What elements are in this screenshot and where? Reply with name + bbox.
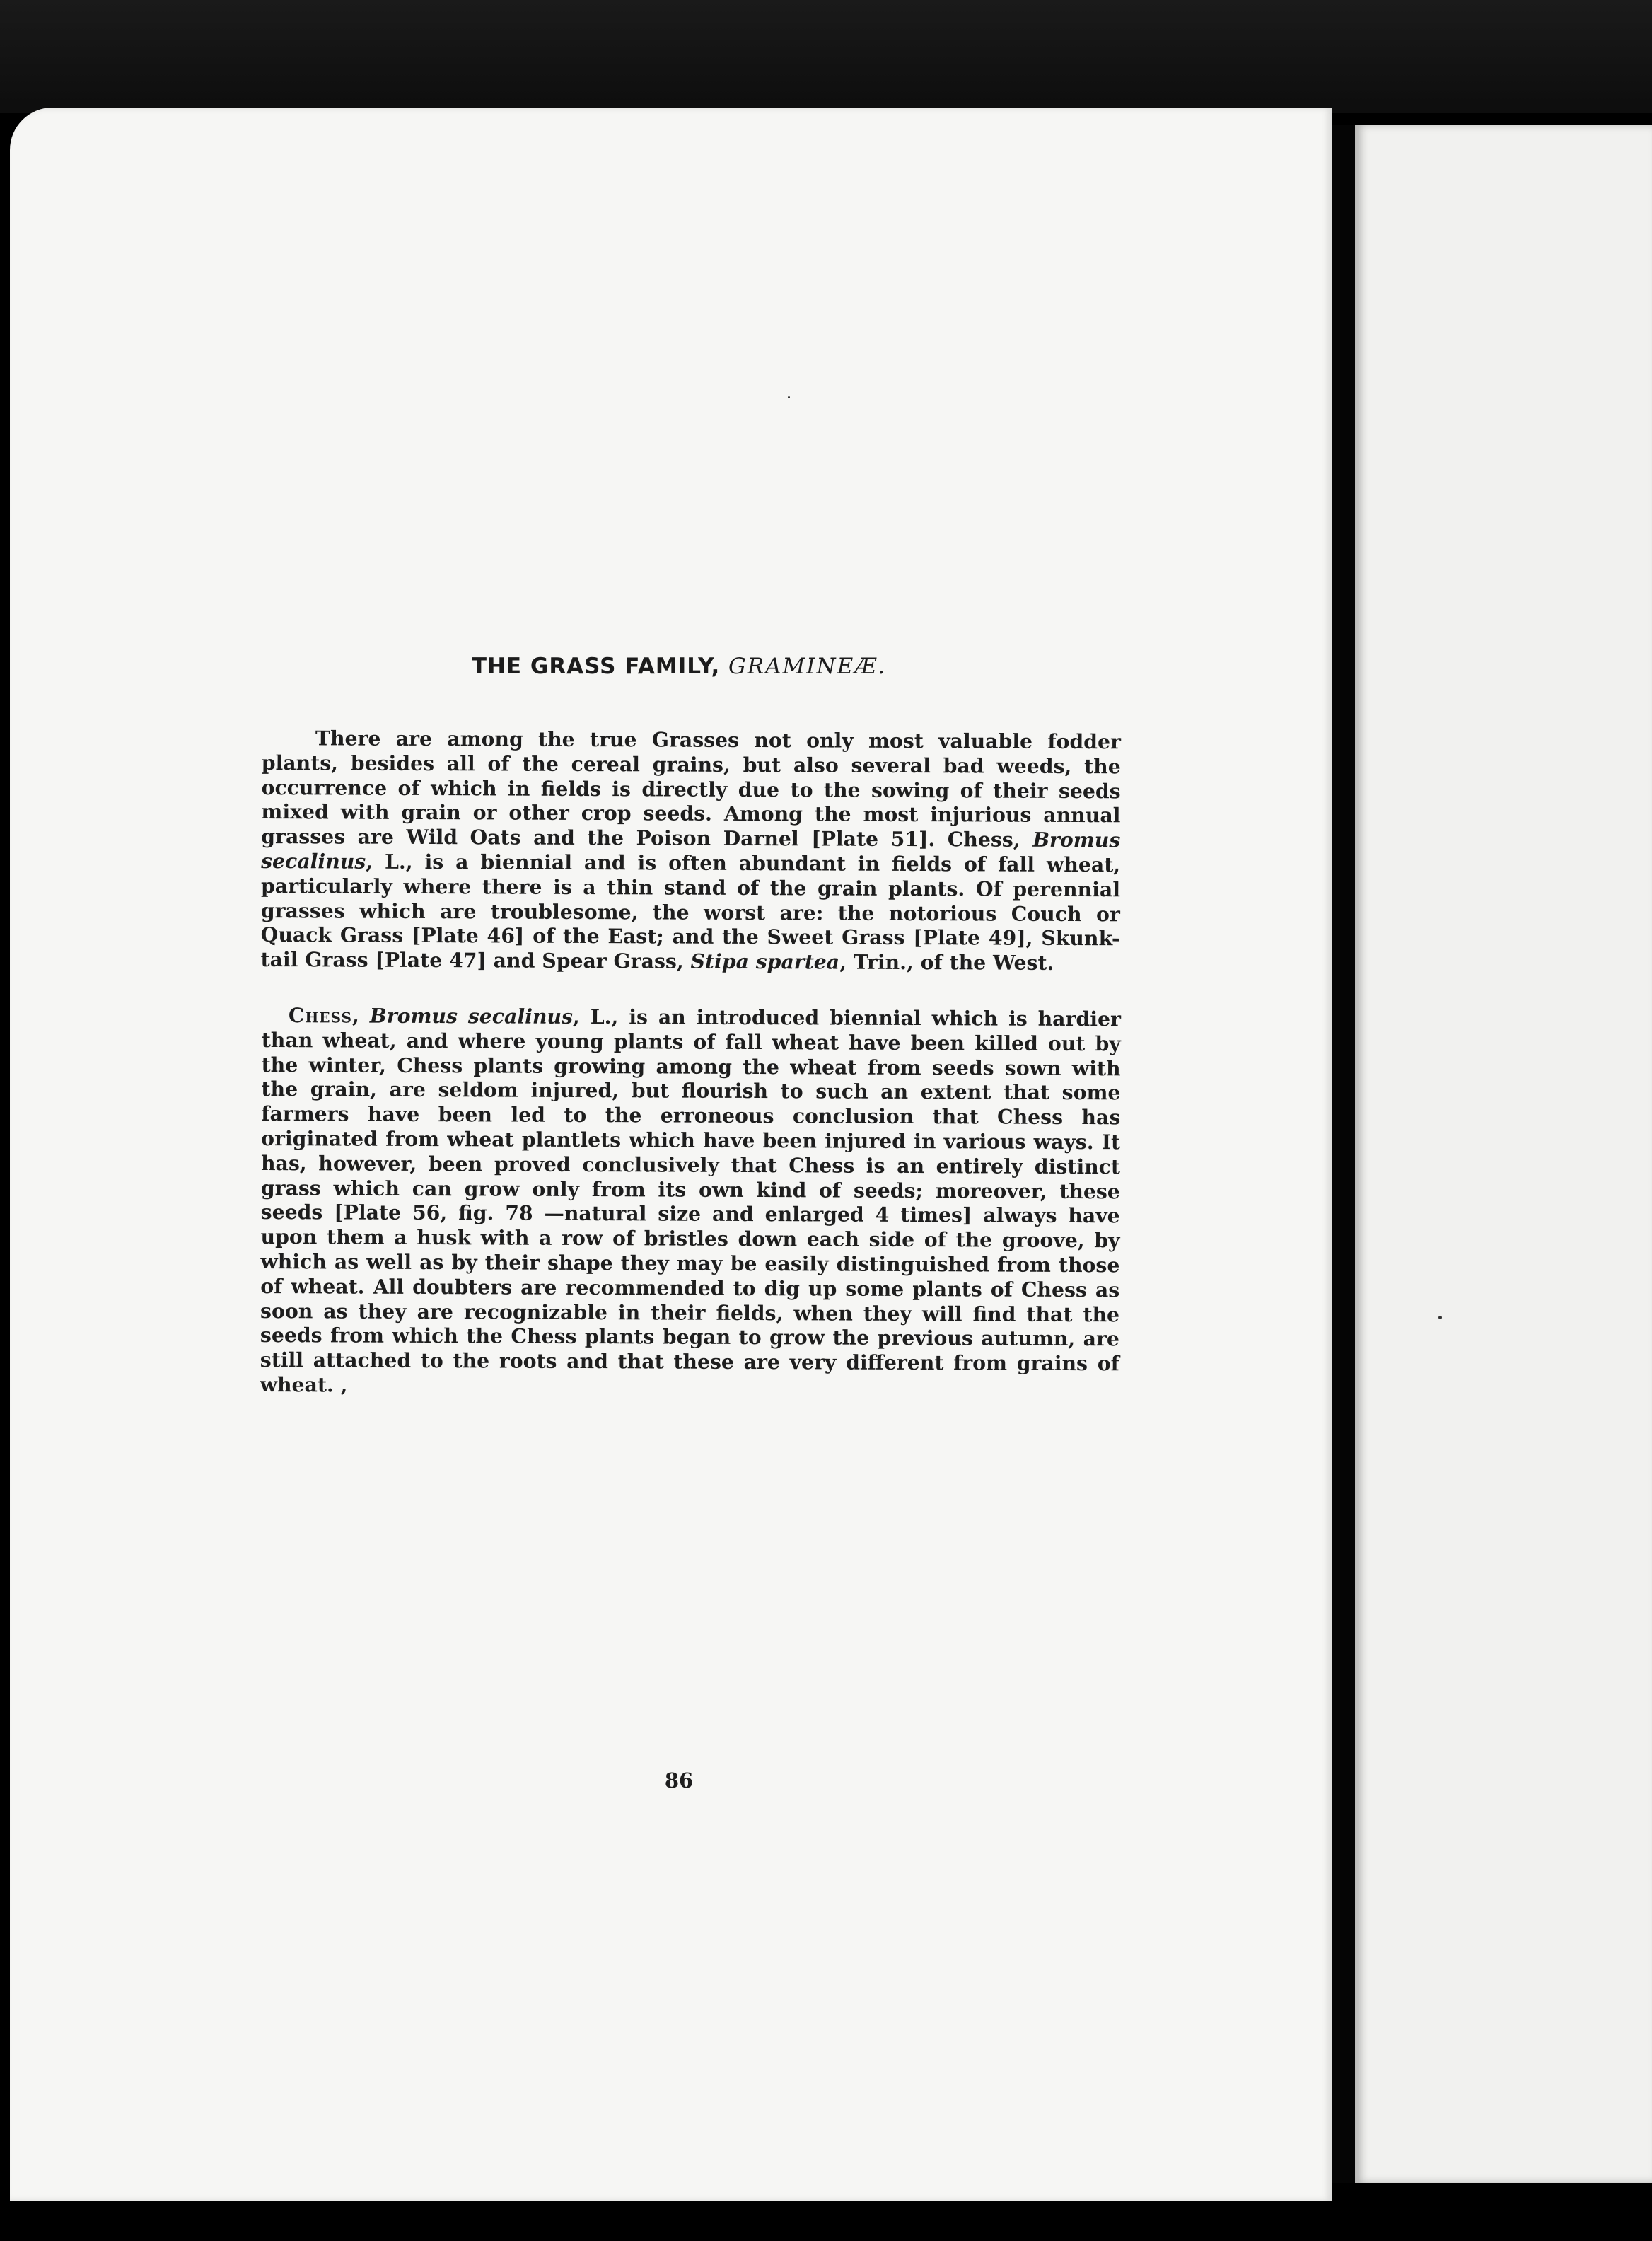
chess-paragraph [260, 1003, 1121, 1401]
intro-paragraph [260, 726, 1121, 975]
book-gutter [1332, 124, 1355, 2183]
species-name: Stipa spartea [690, 949, 840, 974]
page-number: 86 [664, 1768, 694, 1793]
chapter-heading [255, 654, 1103, 679]
heading-latin-name: GRAMINEÆ. [728, 654, 887, 679]
heading-title: THE GRASS FAMILY, [471, 654, 721, 679]
right-page [1355, 124, 1652, 2183]
paragraph-indent [262, 726, 315, 750]
paragraph-text: , Trin., of the West. [839, 949, 1054, 975]
species-name: Bromus secalinus [261, 827, 1121, 874]
paragraph-lead-word: Chess [288, 1003, 353, 1028]
paragraph-text: There are among the true Grasses not only most valuable fodder plants, besides all of the cereal grains, but also several bad weeds, the occurrence of which in fields is directly due to the sowing of their seeds mixed with grain or other crop seeds. Among the most injurious annual grasses are Wild Oats and the Poison Darnel [Plate 51]. Chess, [261, 726, 1121, 852]
paragraph-text: , L., is an introduced biennial which is hardier than wheat, and where young plants of fall wheat have been killed out by the winter, Chess plants growing among the wheat from seeds sown with the grain, are seldom injured, but flourish to such an extent that some farmers have been led to the erroneous conclusion that Chess has originated from wheat plantlets which have been injured in various ways. It has, however, been proved conclusively that Chess is an entirely distinct grass which can grow only from its own kind of seeds; moreover, these seeds [Plate 56, fig. 78 —natural size and enlarged 4 times] always have upon them a husk with a row of bristles down each side of the groove, by which as well as by their shape they may be easily distinguished from those of wheat. All doubters are recommended to dig up some plants of Chess as soon as they are recognizable in their fields, when they will find that the seeds from which the Chess plants began to grow the previous autumn, are still attached to the roots and that these are very different from grains of wheat. , [260, 1004, 1121, 1397]
scan-background [0, 0, 1652, 113]
paper-speck [788, 396, 790, 398]
paragraph-indent [262, 1003, 289, 1027]
paragraph-text: , L., is a biennial and is often abundant in fields of fall wheat, particularly where there is a thin stand of the grain plants. Of perennial grasses which are troublesome, the worst are: the notorious Couch or Quack Grass [Plate 46] of the East; and the Sweet Grass [Plate 49], Skunk-tail Grass [Plate 47] and Spear Grass, [260, 849, 1121, 973]
species-name: Bromus secalinus [369, 1003, 574, 1029]
paper-speck [1438, 1316, 1442, 1319]
paragraph-text: , [351, 1003, 370, 1028]
